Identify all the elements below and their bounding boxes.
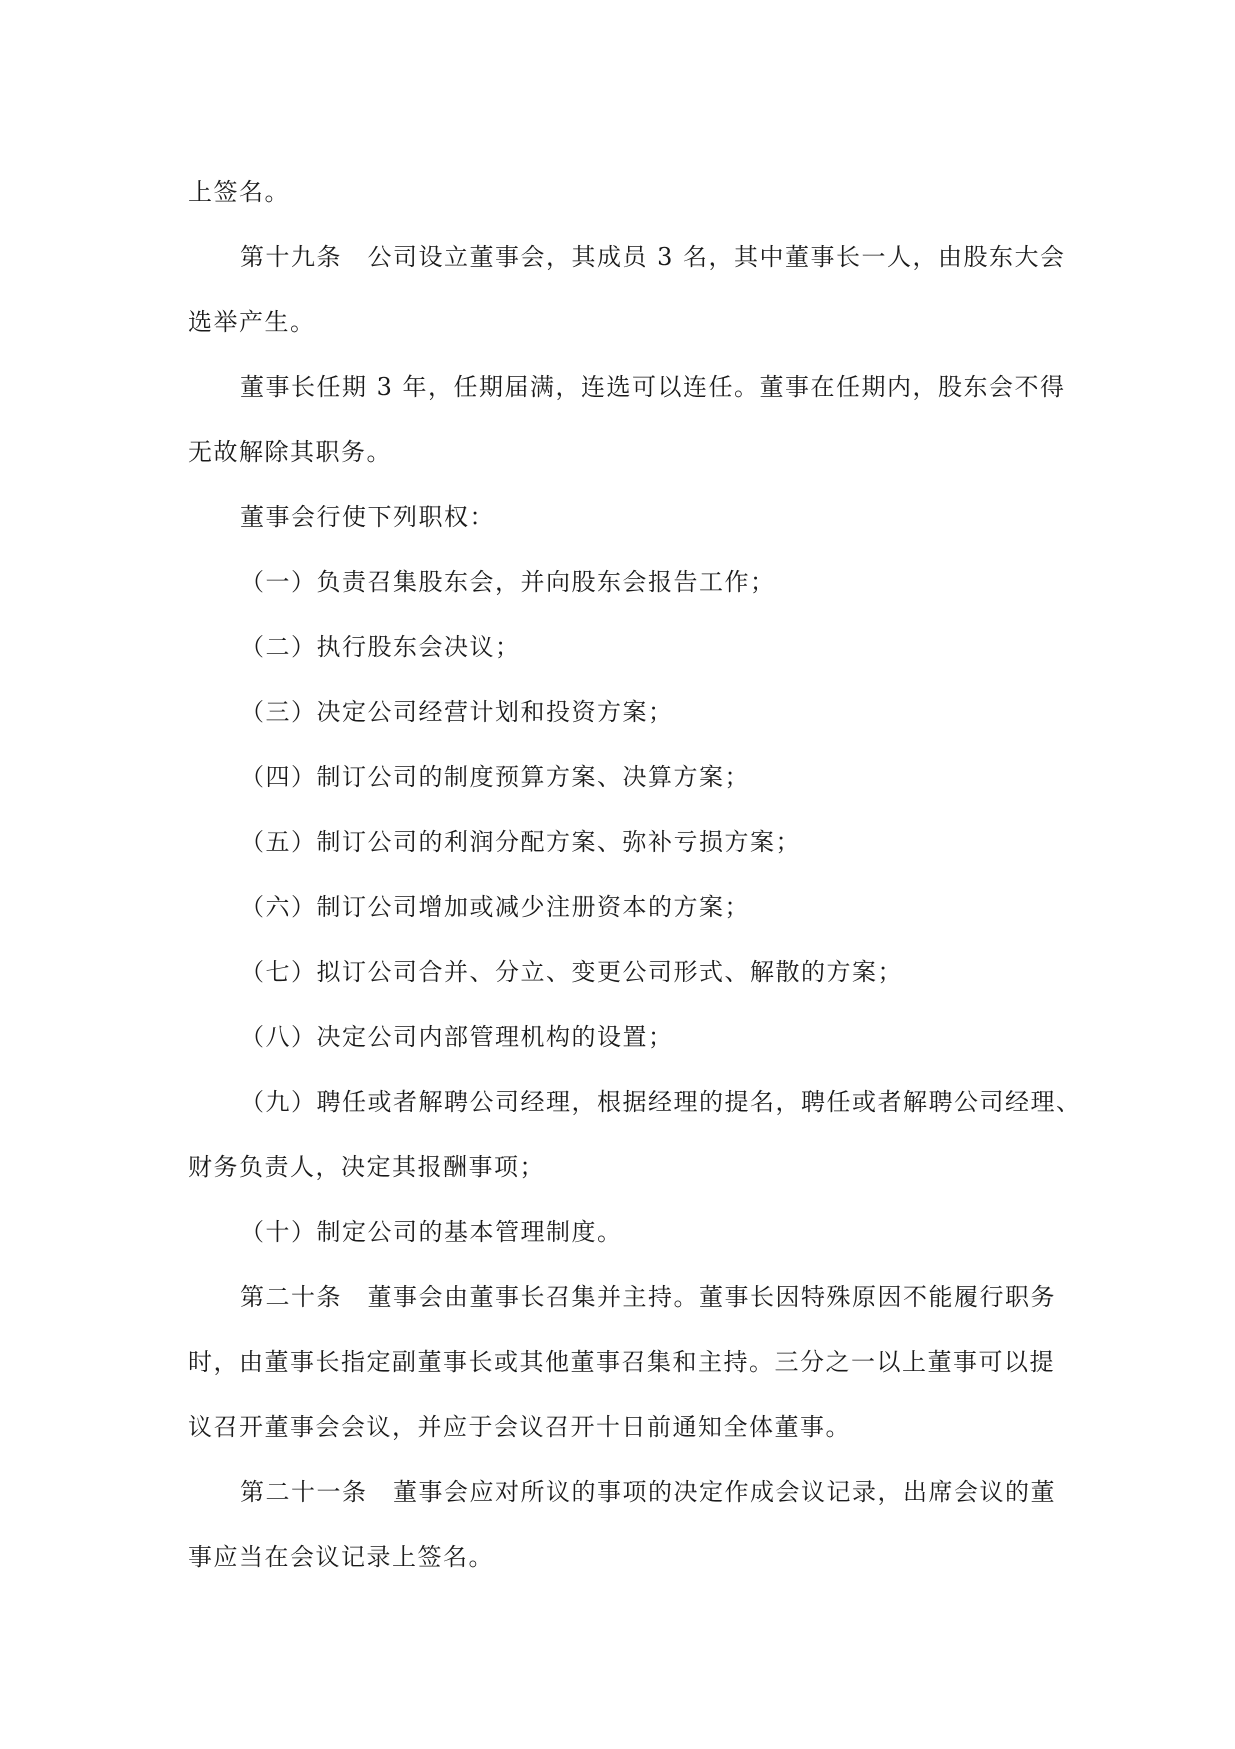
list-item-9 [188,1070,1082,1200]
text-line: 选举产生。 [188,308,316,336]
text-line: 上签名。 [188,178,290,206]
text-line: 第二十条 董事会由董事长召集并主持。董事长因特殊原因不能履行职务 [240,1283,1056,1311]
text-line: （三）决定公司经营计划和投资方案； [240,698,674,726]
text-line: （五）制订公司的利润分配方案、弥补亏损方案； [240,828,801,856]
text-line: 财务负责人，决定其报酬事项； [188,1153,545,1181]
list-item-6 [188,875,1048,940]
list-item-10 [188,1200,1048,1265]
text-line: （十）制定公司的基本管理制度。 [240,1218,623,1246]
text-line: 第二十一条 董事会应对所议的事项的决定作成会议记录，出席会议的董 [240,1478,1056,1506]
paragraph-article-20 [188,1265,1056,1460]
list-item-2 [188,615,1048,680]
paragraph-article-19 [188,225,1066,355]
text-line: 无故解除其职务。 [188,438,392,466]
text-line: 第十九条 公司设立董事会，其成员 3 名，其中董事长一人，由股东大会 [240,243,1066,271]
text-line: （六）制订公司增加或减少注册资本的方案； [240,893,750,921]
text-line: （二）执行股东会决议； [240,633,521,661]
paragraph-article-21 [188,1460,1056,1590]
paragraph-chairman-term [188,355,1066,485]
list-item-4 [188,745,1048,810]
document-body [188,160,1082,1590]
text-line: 董事会行使下列职权： [240,503,495,531]
text-line: （一）负责召集股东会，并向股东会报告工作； [240,568,776,596]
list-item-1 [188,550,1048,615]
text-line: 事应当在会议记录上签名。 [188,1543,494,1571]
paragraph-board-powers-intro [188,485,1048,550]
text-line: 议召开董事会会议，并应于会议召开十日前通知全体董事。 [188,1413,851,1441]
text-line: （七）拟订公司合并、分立、变更公司形式、解散的方案； [240,958,903,986]
text-line: （四）制订公司的制度预算方案、决算方案； [240,763,750,791]
text-line: 董事长任期 3 年，任期届满，连选可以连任。董事在任期内，股东会不得 [240,373,1066,401]
list-item-5 [188,810,1048,875]
text-line: 时，由董事长指定副董事长或其他董事召集和主持。三分之一以上董事可以提 [188,1348,1055,1376]
list-item-7 [188,940,1048,1005]
list-item-8 [188,1005,1048,1070]
list-item-3 [188,680,1048,745]
text-line: （八）决定公司内部管理机构的设置； [240,1023,674,1051]
paragraph-continuation [188,160,1048,225]
text-line: （九）聘任或者解聘公司经理，根据经理的提名，聘任或者解聘公司经理、 [240,1088,1082,1116]
